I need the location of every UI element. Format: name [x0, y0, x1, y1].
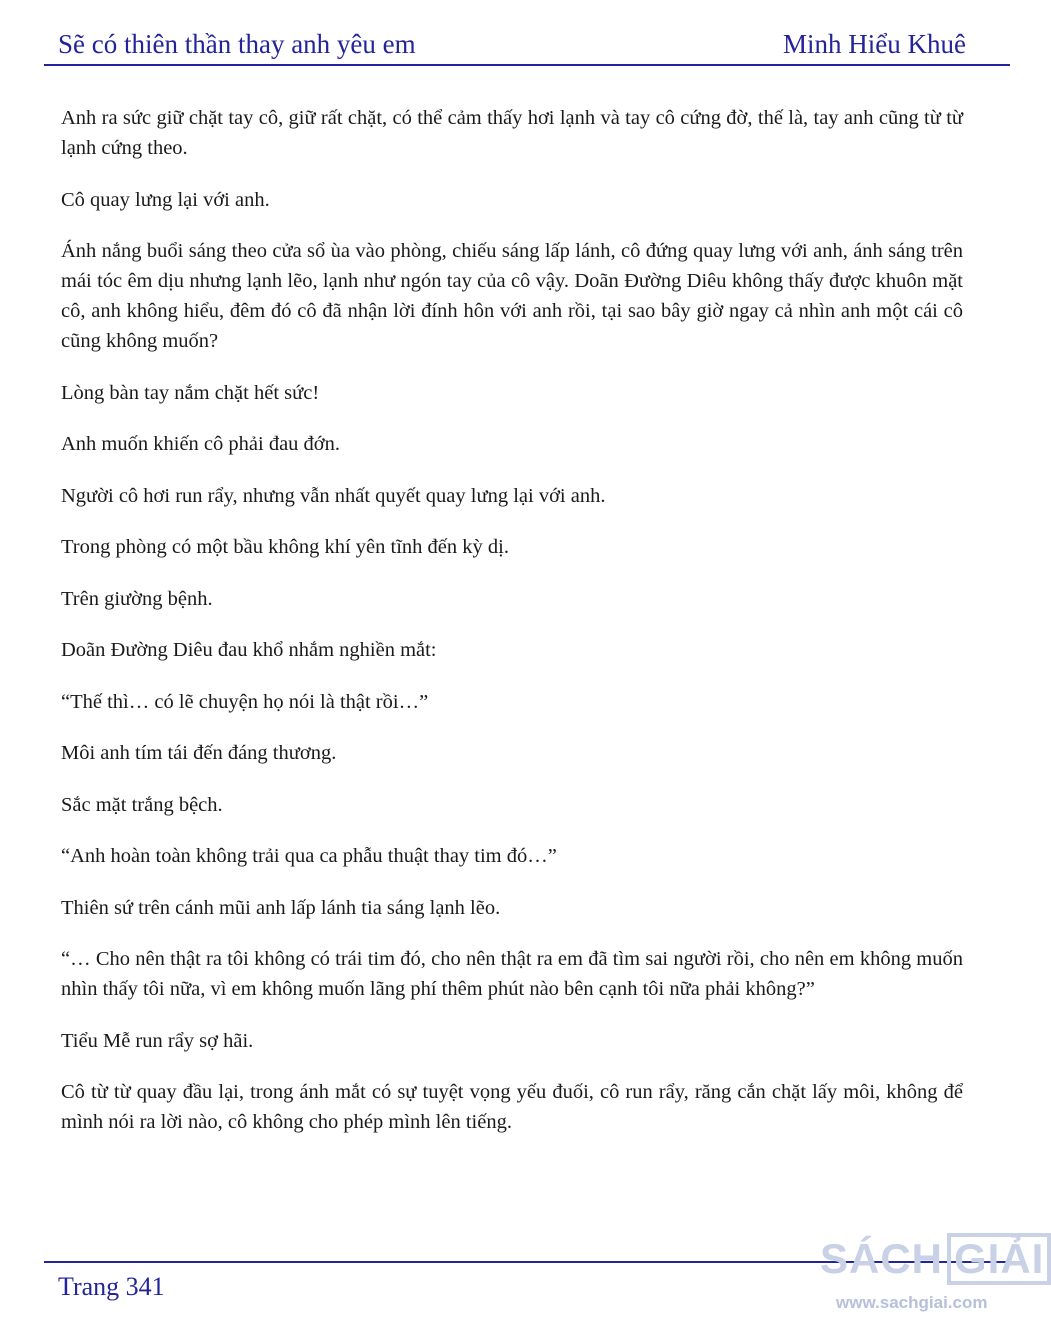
- paragraph: Trên giường bệnh.: [61, 587, 213, 610]
- paragraph: Anh ra sức giữ chặt tay cô, giữ rất chặt, có thể cảm thấy hơi lạnh và tay cô cứng đờ, thế là, tay anh cũng từ từ lạnh cứng theo.: [61, 107, 963, 159]
- paragraph: Cô quay lưng lại với anh.: [61, 188, 270, 211]
- paragraph: Doãn Đường Diêu đau khổ nhắm nghiền mắt:: [61, 639, 437, 661]
- author-name: Minh Hiểu Khuê: [783, 28, 966, 59]
- page-body: [61, 103, 963, 1159]
- paragraph: Trong phòng có một bầu không khí yên tĩnh đến kỳ dị.: [61, 536, 509, 558]
- paragraph: Cô từ từ quay đầu lại, trong ánh mắt có sự tuyệt vọng yếu đuối, cô run rẩy, răng cắn chặt lấy môi, không để mình nói ra lời nào, cô không cho phép mình lên tiếng.: [61, 1081, 963, 1133]
- paragraph: Môi anh tím tái đến đáng thương.: [61, 742, 337, 764]
- paragraph: Sắc mặt trắng bệch.: [61, 793, 223, 816]
- paragraph: Anh muốn khiến cô phải đau đớn.: [61, 433, 341, 455]
- page-number: Trang 341: [58, 1272, 165, 1301]
- paragraph: Tiểu Mễ run rẩy sợ hãi.: [61, 1029, 254, 1052]
- paragraph: “Thế thì… có lẽ chuyện họ nói là thật rồi…”: [61, 690, 429, 713]
- paragraph: “… Cho nên thật ra tôi không có trái tim đó, cho nên thật ra em đã tìm sai người rồi, cho nên em không muốn nhìn thấy tôi nữa, vì em không muốn lãng phí thêm phút nào bên cạnh tôi nữa phải không?”: [61, 948, 963, 1000]
- watermark-url: www.sachgiai.com: [836, 1293, 988, 1312]
- watermark-word-boxed: GIẢI: [947, 1233, 1051, 1285]
- paragraph: Người cô hơi run rẩy, nhưng vẫn nhất quyết quay lưng lại với anh.: [61, 484, 606, 507]
- paragraph: Lòng bàn tay nắm chặt hết sức!: [61, 381, 320, 404]
- paragraph: Thiên sứ trên cánh mũi anh lấp lánh tia sáng lạnh lẽo.: [61, 896, 501, 919]
- book-title: Sẽ có thiên thần thay anh yêu em: [58, 28, 416, 59]
- paragraph: Ánh nắng buổi sáng theo cửa sổ ùa vào phòng, chiếu sáng lấp lánh, cô đứng quay lưng với anh, ánh sáng trên mái tóc êm dịu nhưng lạnh lẽo, lạnh như ngón tay của cô vậy. Doãn Đường Diêu không thấy được khuôn mặt cô, anh không hiểu, đêm đó cô đã nhận lời đính hôn với anh rồi, tại sao bây giờ ngay cả nhìn anh một cái cô cũng không muốn?: [61, 240, 963, 352]
- watermark-wordmark: [820, 1233, 1051, 1285]
- paragraph: “Anh hoàn toàn không trải qua ca phẫu thuật thay tim đó…”: [61, 845, 557, 867]
- sachgiai-watermark-logo: [816, 1215, 1045, 1325]
- watermark-word-left: SÁCH: [820, 1235, 944, 1282]
- page-header: [58, 22, 966, 66]
- header-rule: [44, 64, 1010, 66]
